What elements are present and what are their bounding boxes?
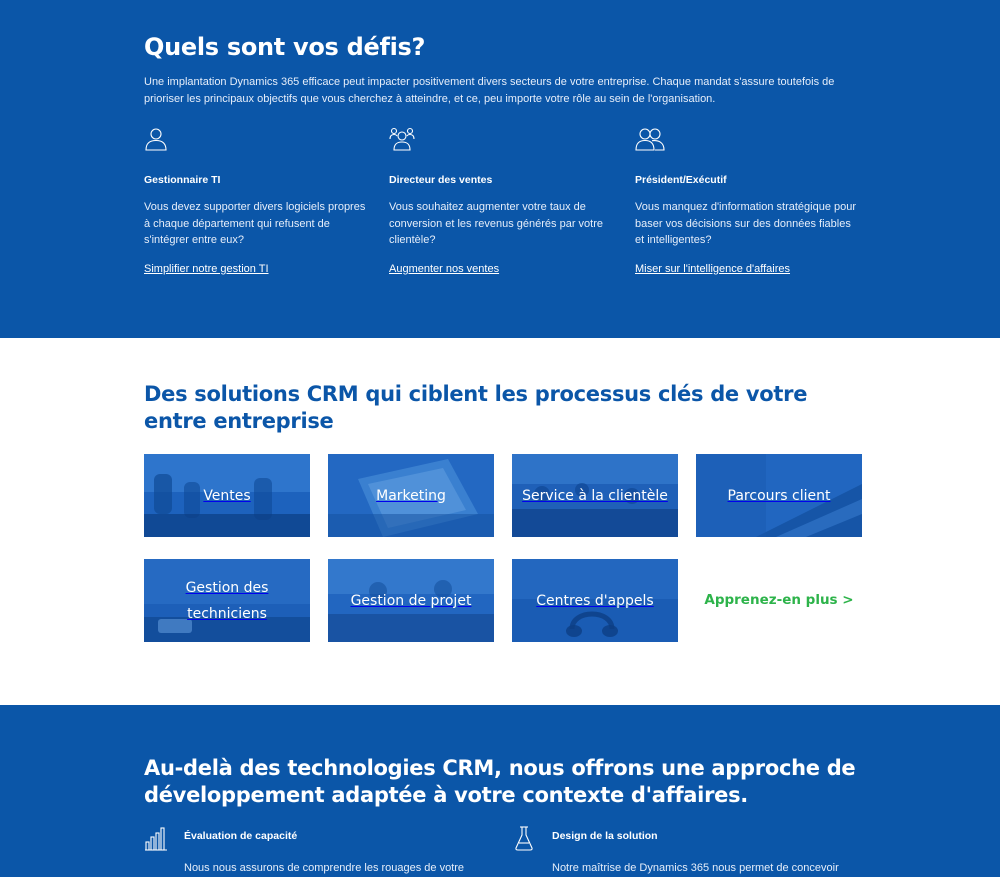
tile-label: Marketing [376,487,446,504]
tile-parcours-client[interactable] [696,454,862,537]
bar-chart-icon [144,825,168,851]
learn-more-link[interactable]: Apprenez-en plus > [704,592,854,608]
tile-label: Gestion de projet [350,592,472,609]
executives-icon [635,126,665,152]
challenge-text: Vous devez supporter divers logiciels propres à chaque département qui refusent de s'intégrer entre eux? [144,201,366,246]
challenges-section [0,0,1000,338]
simplify-it-link[interactable]: Simplifier notre gestion TI [144,263,269,275]
tile-label: Parcours client [727,487,831,504]
approach-item-title: Évaluation de capacité [184,830,298,842]
challenge-title: Gestionnaire TI [144,174,221,186]
challenges-title: Quels sont vos défis? [144,33,426,61]
tile-label: Centres d'appels [536,592,654,609]
tile-label: Ventes [203,487,251,504]
approach-section [0,705,1000,877]
tile-gestion-techniciens[interactable] [144,559,310,642]
tile-marketing[interactable] [328,454,494,537]
increase-sales-link[interactable]: Augmenter nos ventes [389,263,500,275]
tile-label: Service à la clientèle [522,487,668,504]
challenge-column-executive [635,126,860,275]
approach-title: Au-delà des technologies CRM, nous offrons une approche de développement adaptée à votre contexte d'affaires. [144,756,856,807]
team-icon [389,126,415,152]
tile-centres-appels[interactable] [512,559,678,642]
challenge-text: Vous souhaitez augmenter votre taux de conversion et les revenus générés par votre clientèle? [389,201,604,246]
person-icon [144,126,170,152]
challenge-column-it-manager [144,126,369,275]
flask-icon [512,825,536,851]
challenge-column-sales-director [389,126,614,275]
tile-ventes[interactable] [144,454,310,537]
challenge-title: Directeur des ventes [389,174,493,186]
solutions-section [0,338,1000,705]
solutions-title: Des solutions CRM qui ciblent les processus clés de votre entre entreprise [144,382,808,433]
tile-label: Gestion des techniciens [185,579,269,622]
approach-item-text: Nous nous assurons de comprendre les rouages de votre [184,862,465,874]
approach-item-text: Notre maîtrise de Dynamics 365 nous permet de concevoir [552,862,839,874]
challenge-text: Vous manquez d'information stratégique pour baser vos décisions sur des données fiables et intelligentes? [635,201,857,246]
challenges-intro: Une implantation Dynamics 365 efficace peut impacter positivement divers secteurs de votre entreprise. Chaque mandat s'assure toutefois de prioriser les principaux objectifs que vous cherchez à atteindre, et ce, peu importe votre rôle au sein de l'organisation. [144,76,835,105]
tile-gestion-projet[interactable] [328,559,494,642]
approach-item-title: Design de la solution [552,830,658,842]
tile-service-clientele[interactable] [512,454,678,537]
challenge-title: Président/Exécutif [635,174,727,186]
business-intelligence-link[interactable]: Miser sur l'intelligence d'affaires [635,263,791,275]
